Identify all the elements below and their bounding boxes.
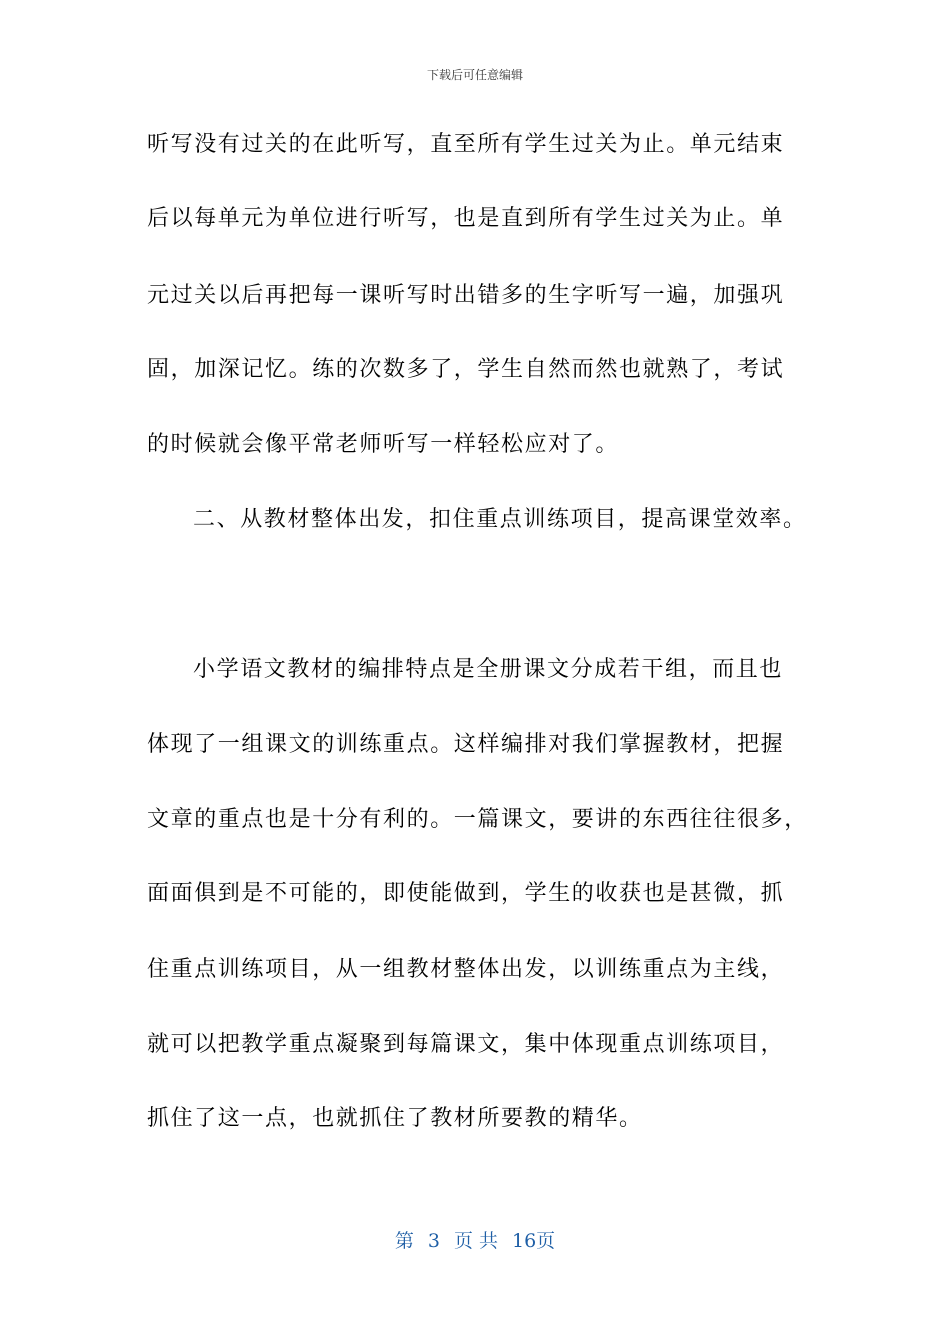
body-line: 元过关以后再把每一课听写时出错多的生字听写一遍，加强巩	[147, 283, 785, 308]
body-line: 就可以把教学重点凝聚到每篇课文，集中体现重点训练项目，	[147, 1032, 785, 1057]
page-middle-label: 页 共	[453, 1230, 498, 1252]
page-number-footer	[0, 1226, 950, 1253]
body-line: 的时候就会像平常老师听写一样轻松应对了。	[147, 432, 620, 457]
body-line: 住重点训练项目，从一组教材整体出发，以训练重点为主线，	[147, 957, 785, 982]
current-page-number: 3	[427, 1230, 440, 1252]
page-prefix: 第	[394, 1230, 414, 1252]
body-line: 抓住了这一点，也就抓住了教材所要教的精华。	[147, 1106, 643, 1131]
body-line: 后以每单元为单位进行听写，也是直到所有学生过关为止。单	[147, 206, 785, 231]
section-heading: 二、从教材整体出发，扣住重点训练项目，提高课堂效率。	[193, 507, 807, 532]
header-note: 下载后可任意编辑	[426, 68, 523, 82]
body-line: 小学语文教材的编排特点是全册课文分成若干组，而且也	[193, 657, 784, 682]
body-line: 固，加深记忆。练的次数多了，学生自然而然也就熟了，考试	[147, 357, 785, 382]
body-line: 文章的重点也是十分有利的。一篇课文，要讲的东西往往很多，	[147, 807, 808, 832]
body-line: 面面俱到是不可能的，即使能做到，学生的收获也是甚微，抓	[147, 881, 785, 906]
total-pages: 16页	[511, 1230, 556, 1252]
body-line: 听写没有过关的在此听写，直至所有学生过关为止。单元结束	[147, 132, 785, 157]
body-line: 体现了一组课文的训练重点。这样编排对我们掌握教材，把握	[147, 732, 785, 757]
